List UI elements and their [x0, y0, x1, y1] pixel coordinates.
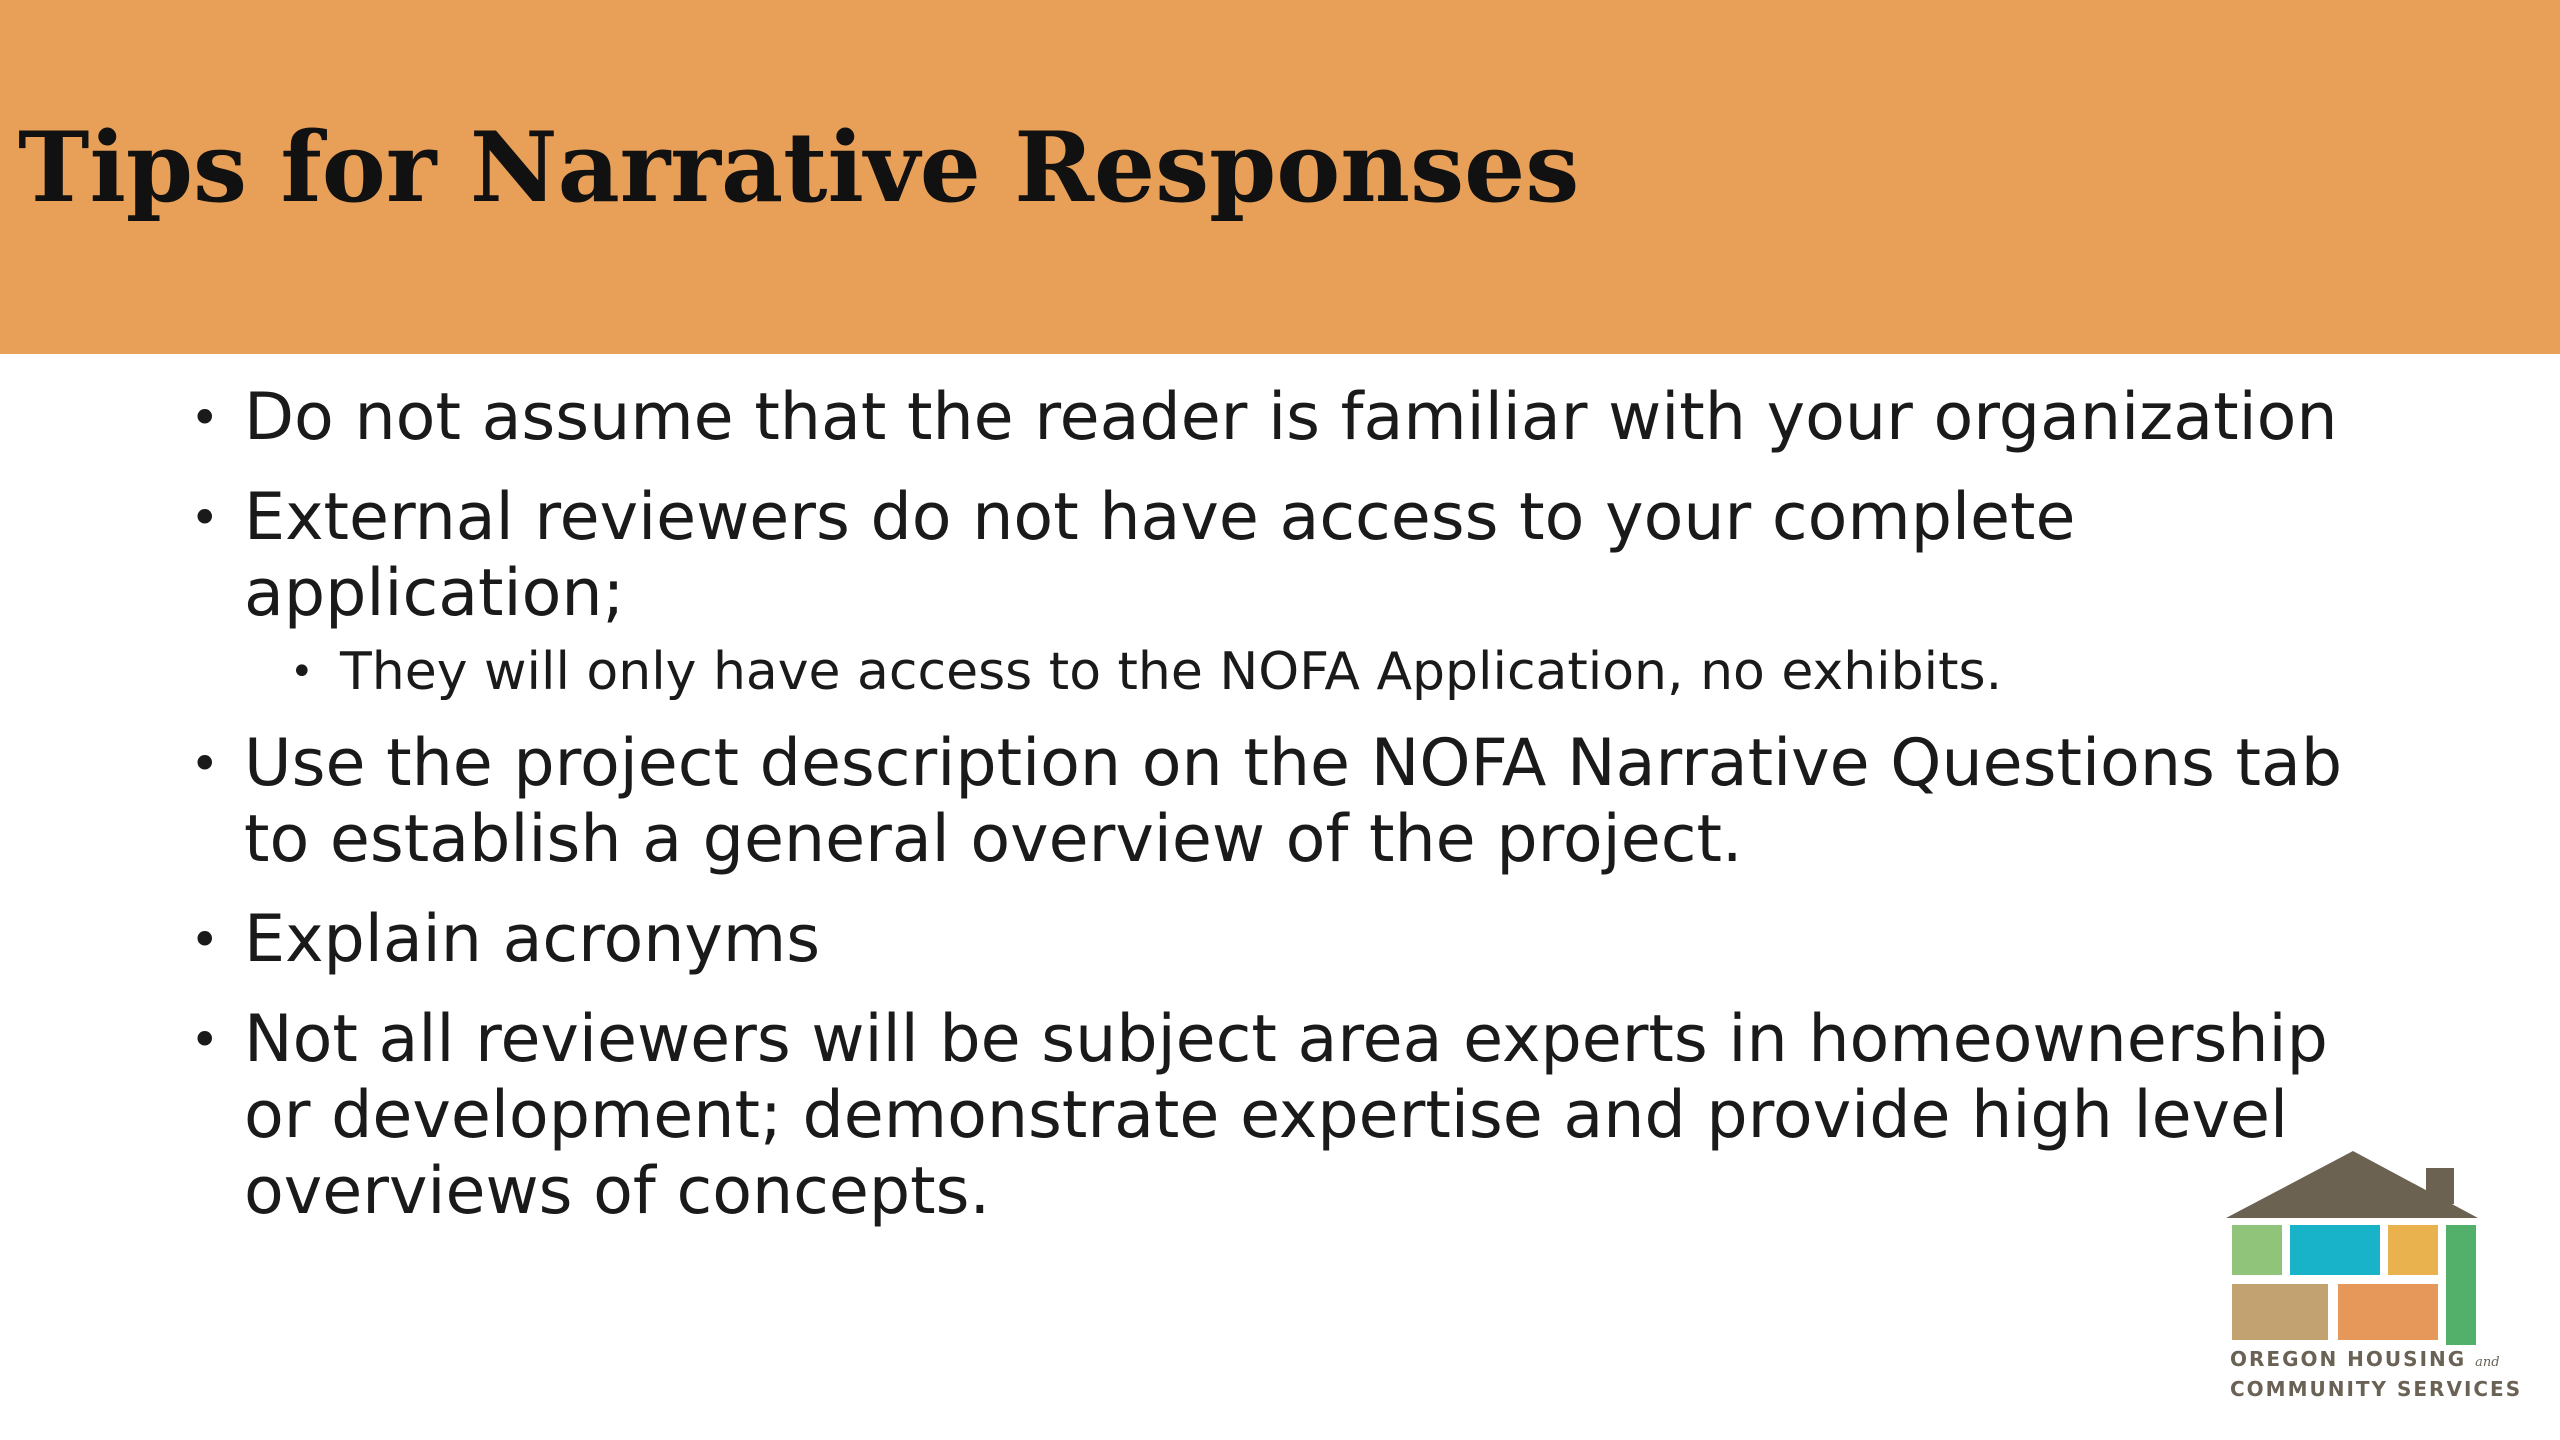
title-banner — [0, 0, 2560, 354]
bullet-item — [190, 902, 2390, 978]
bullet-text: Explain acronyms — [244, 902, 821, 977]
bullet-dot-icon: • — [190, 1011, 220, 1069]
slide-title: Tips for Narrative Responses — [18, 111, 1580, 224]
bullet-text: Not all reviewers will be subject area experts in homeownership or development; demonstrate expertise and provide high level overviews of concepts. — [244, 1002, 2328, 1229]
bullet-list — [190, 380, 2390, 1254]
bullet-dot-icon: • — [190, 911, 220, 969]
bullet-text: External reviewers do not have access to your complete application; — [244, 480, 2076, 631]
bullet-text: Use the project description on the NOFA Narrative Questions tab to establish a general overview of the project. — [244, 726, 2343, 877]
sub-bullet-dot-icon: • — [290, 649, 314, 695]
sub-bullet-text: They will only have access to the NOFA Application, no exhibits. — [340, 642, 2003, 702]
sub-bullet-item — [190, 640, 2390, 704]
logo-block-orange — [2338, 1284, 2438, 1340]
bullet-item — [190, 380, 2390, 456]
bullet-dot-icon: • — [190, 735, 220, 793]
bullet-item — [190, 726, 2390, 878]
logo-block-tan — [2232, 1284, 2328, 1340]
logo-block-yellow — [2388, 1225, 2438, 1275]
bullet-dot-icon: • — [190, 389, 220, 447]
logo-block-light-green — [2232, 1225, 2282, 1275]
bullet-text: Do not assume that the reader is familiar with your organization — [244, 380, 2338, 455]
logo-wordmark — [2230, 1346, 2523, 1402]
bullet-item — [190, 1002, 2390, 1230]
logo-line-1: OREGON HOUSING and — [2230, 1347, 2500, 1371]
bullet-item — [190, 480, 2390, 632]
logo-block-green — [2446, 1225, 2476, 1345]
logo-block-teal — [2290, 1225, 2380, 1275]
logo-chimney — [2426, 1168, 2454, 1204]
logo-line-2: COMMUNITY SERVICES — [2230, 1377, 2523, 1401]
bullet-dot-icon: • — [190, 489, 220, 547]
